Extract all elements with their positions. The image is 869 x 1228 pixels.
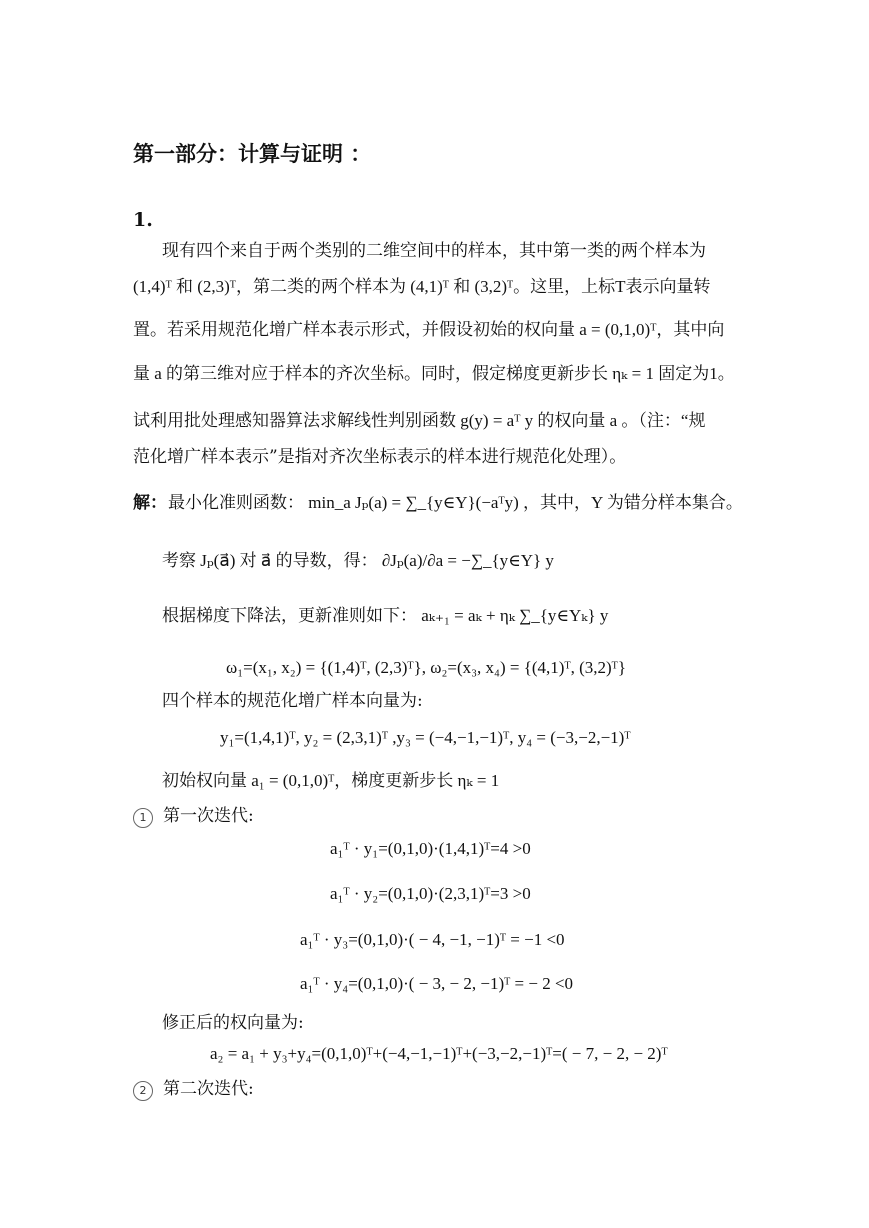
criterion-function: 最小化准则函数： min_a Jₚ(a) = ∑_{y∈Y}(−aᵀy) ，其中，Y 为错分样本集合。 [168, 493, 743, 512]
problem-line: 置。若采用规范化增广样本表示形式，并假设初始的权向量 a = (0,1,0)ᵀ，其中向 [133, 320, 725, 339]
iteration-1-equation: a₁ᵀ · y₄=(0,1,0)·( − 3, − 2, −1)ᵀ = − 2 <0 [300, 974, 574, 993]
corrected-weight-label: 修正后的权向量为: [162, 1013, 304, 1033]
iteration-2-header [133, 1078, 254, 1101]
problem-line: 现有四个来自于两个类别的二维空间中的样本，其中第一类的两个样本为 [162, 241, 706, 261]
section-heading: 第一部分：计算与证明 ： [133, 141, 372, 166]
normalized-vectors: y₁=(1,4,1)ᵀ, y₂ = (2,3,1)ᵀ ,y₃ = (−4,−1,−1)ᵀ, y₄ = (−3,−2,−1)ᵀ [220, 728, 631, 747]
iteration-1-equation: a₁ᵀ · y₂=(0,1,0)·(2,3,1)ᵀ=3 >0 [330, 884, 531, 903]
update-rule: 根据梯度下降法，更新准则如下： aₖ₊₁ = aₖ + ηₖ ∑_{y∈Yₖ} y [162, 606, 609, 625]
initial-weight: 初始权向量 a₁ = (0,1,0)ᵀ，梯度更新步长 ηₖ = 1 [162, 771, 500, 790]
problem-line: 范化增广样本表示”是指对齐次坐标表示的样本进行规范化处理）。 [133, 447, 627, 467]
class-definitions: ω₁=(x₁, x₂) = {(1,4)ᵀ, (2,3)ᵀ}, ω₂=(x₃, x₄) = {(4,1)ᵀ, (3,2)ᵀ} [226, 658, 626, 677]
problem-line: 量 a 的第三维对应于样本的齐次坐标。同时，假定梯度更新步长 ηₖ = 1 固定为1。 [133, 364, 735, 383]
corrected-weight: a₂ = a₁ + y₃+y₄=(0,1,0)ᵀ+(−4,−1,−1)ᵀ+(−3,−2,−1)ᵀ=( − 7, − 2, − 2)ᵀ [210, 1044, 668, 1063]
step-marker-icon: 2 [133, 1081, 153, 1101]
step-marker-icon: 1 [133, 808, 153, 828]
problem-line: 试利用批处理感知器算法求解线性判别函数 g(y) = aᵀ y 的权向量 a 。（注：“规 [133, 411, 706, 430]
derivative-line: 考察 Jₚ(a⃗) 对 a⃗ 的导数，得： ∂Jₚ(a)/∂a = −∑_{y∈Y} y [162, 551, 554, 570]
iteration-1-header [133, 805, 254, 828]
normalized-intro: 四个样本的规范化增广样本向量为: [162, 691, 423, 711]
iteration-2-label: 第二次迭代: [163, 1079, 254, 1099]
iteration-1-label: 第一次迭代: [163, 806, 254, 826]
solution-label: 解： [133, 493, 167, 513]
problem-number: 1. [133, 209, 153, 231]
iteration-1-equation: a₁ᵀ · y₃=(0,1,0)·( − 4, −1, −1)ᵀ = −1 <0 [300, 930, 565, 949]
problem-line: (1,4)ᵀ 和 (2,3)ᵀ，第二类的两个样本为 (4,1)ᵀ 和 (3,2)ᵀ。这里，上标T表示向量转 [133, 277, 711, 296]
iteration-1-equation: a₁ᵀ · y₁=(0,1,0)·(1,4,1)ᵀ=4 >0 [330, 839, 531, 858]
